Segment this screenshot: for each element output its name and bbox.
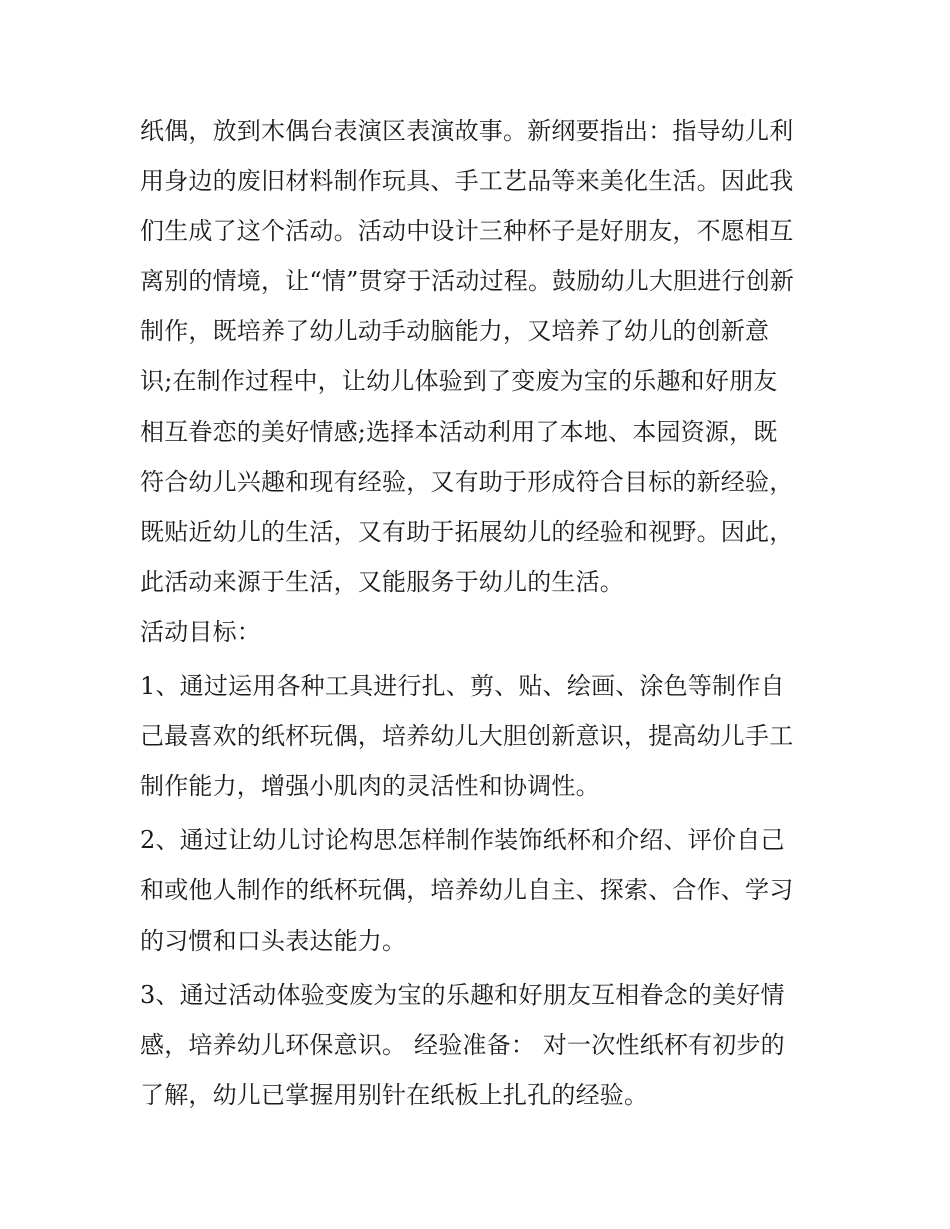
- text-line: 1、通过运用各种工具进行扎、剪、贴、绘画、涂色等制作自: [140, 672, 785, 701]
- text-line: 此活动来源于生活，又能服务于幼儿的生活。: [140, 567, 624, 596]
- goals-heading: 活动目标：: [140, 617, 261, 646]
- text-line: 相互眷恋的美好情感;选择本活动利用了本地、本园资源，既: [140, 417, 778, 446]
- text-line: 识;在制作过程中，让幼儿体验到了变废为宝的乐趣和好朋友: [140, 367, 778, 396]
- text-line: 纸偶，放到木偶台表演区表演故事。新纲要指出：指导幼儿利: [140, 117, 794, 145]
- text-line: 离别的情境，让“情”贯穿于活动过程。鼓励幼儿大胆进行创新: [140, 267, 795, 296]
- document-page: [140, 106, 820, 1120]
- text-line: 既贴近幼儿的生活，又有助于拓展幼儿的经验和视野。因此，: [140, 517, 794, 546]
- goal-item-2: [140, 815, 820, 965]
- text-line: 己最喜欢的纸杯玩偶，培养幼儿大胆创新意识，提高幼儿手工: [140, 722, 794, 751]
- goal-item-3: [140, 970, 820, 1120]
- text-line: 感，培养幼儿环保意识。 经验准备： 对一次性纸杯有初步的: [140, 1030, 785, 1059]
- text-line: 了解，幼儿已掌握用别针在纸板上扎孔的经验。: [140, 1080, 649, 1109]
- text-line: 用身边的废旧材料制作玩具、手工艺品等来美化生活。因此我: [140, 167, 794, 196]
- text-line: 符合幼儿兴趣和现有经验，又有助于形成符合目标的新经验，: [140, 467, 794, 496]
- text-line: 3、通过活动体验变废为宝的乐趣和好朋友互相眷念的美好情: [140, 980, 785, 1009]
- text-line: 制作能力，增强小肌肉的灵活性和协调性。: [140, 772, 600, 801]
- intro-paragraph: [140, 106, 820, 607]
- text-line: 们生成了这个活动。活动中设计三种杯子是好朋友，不愿相互: [140, 217, 794, 246]
- text-line: 的习惯和口头表达能力。: [140, 926, 407, 955]
- text-line: 制作，既培养了幼儿动手动脑能力，又培养了幼儿的创新意: [140, 317, 770, 346]
- text-line: 和或他人制作的纸杯玩偶，培养幼儿自主、探索、合作、学习: [140, 876, 794, 905]
- text-line: 2、通过让幼儿讨论构思怎样制作装饰纸杯和介绍、评价自己: [140, 826, 785, 855]
- goal-item-1: [140, 661, 820, 811]
